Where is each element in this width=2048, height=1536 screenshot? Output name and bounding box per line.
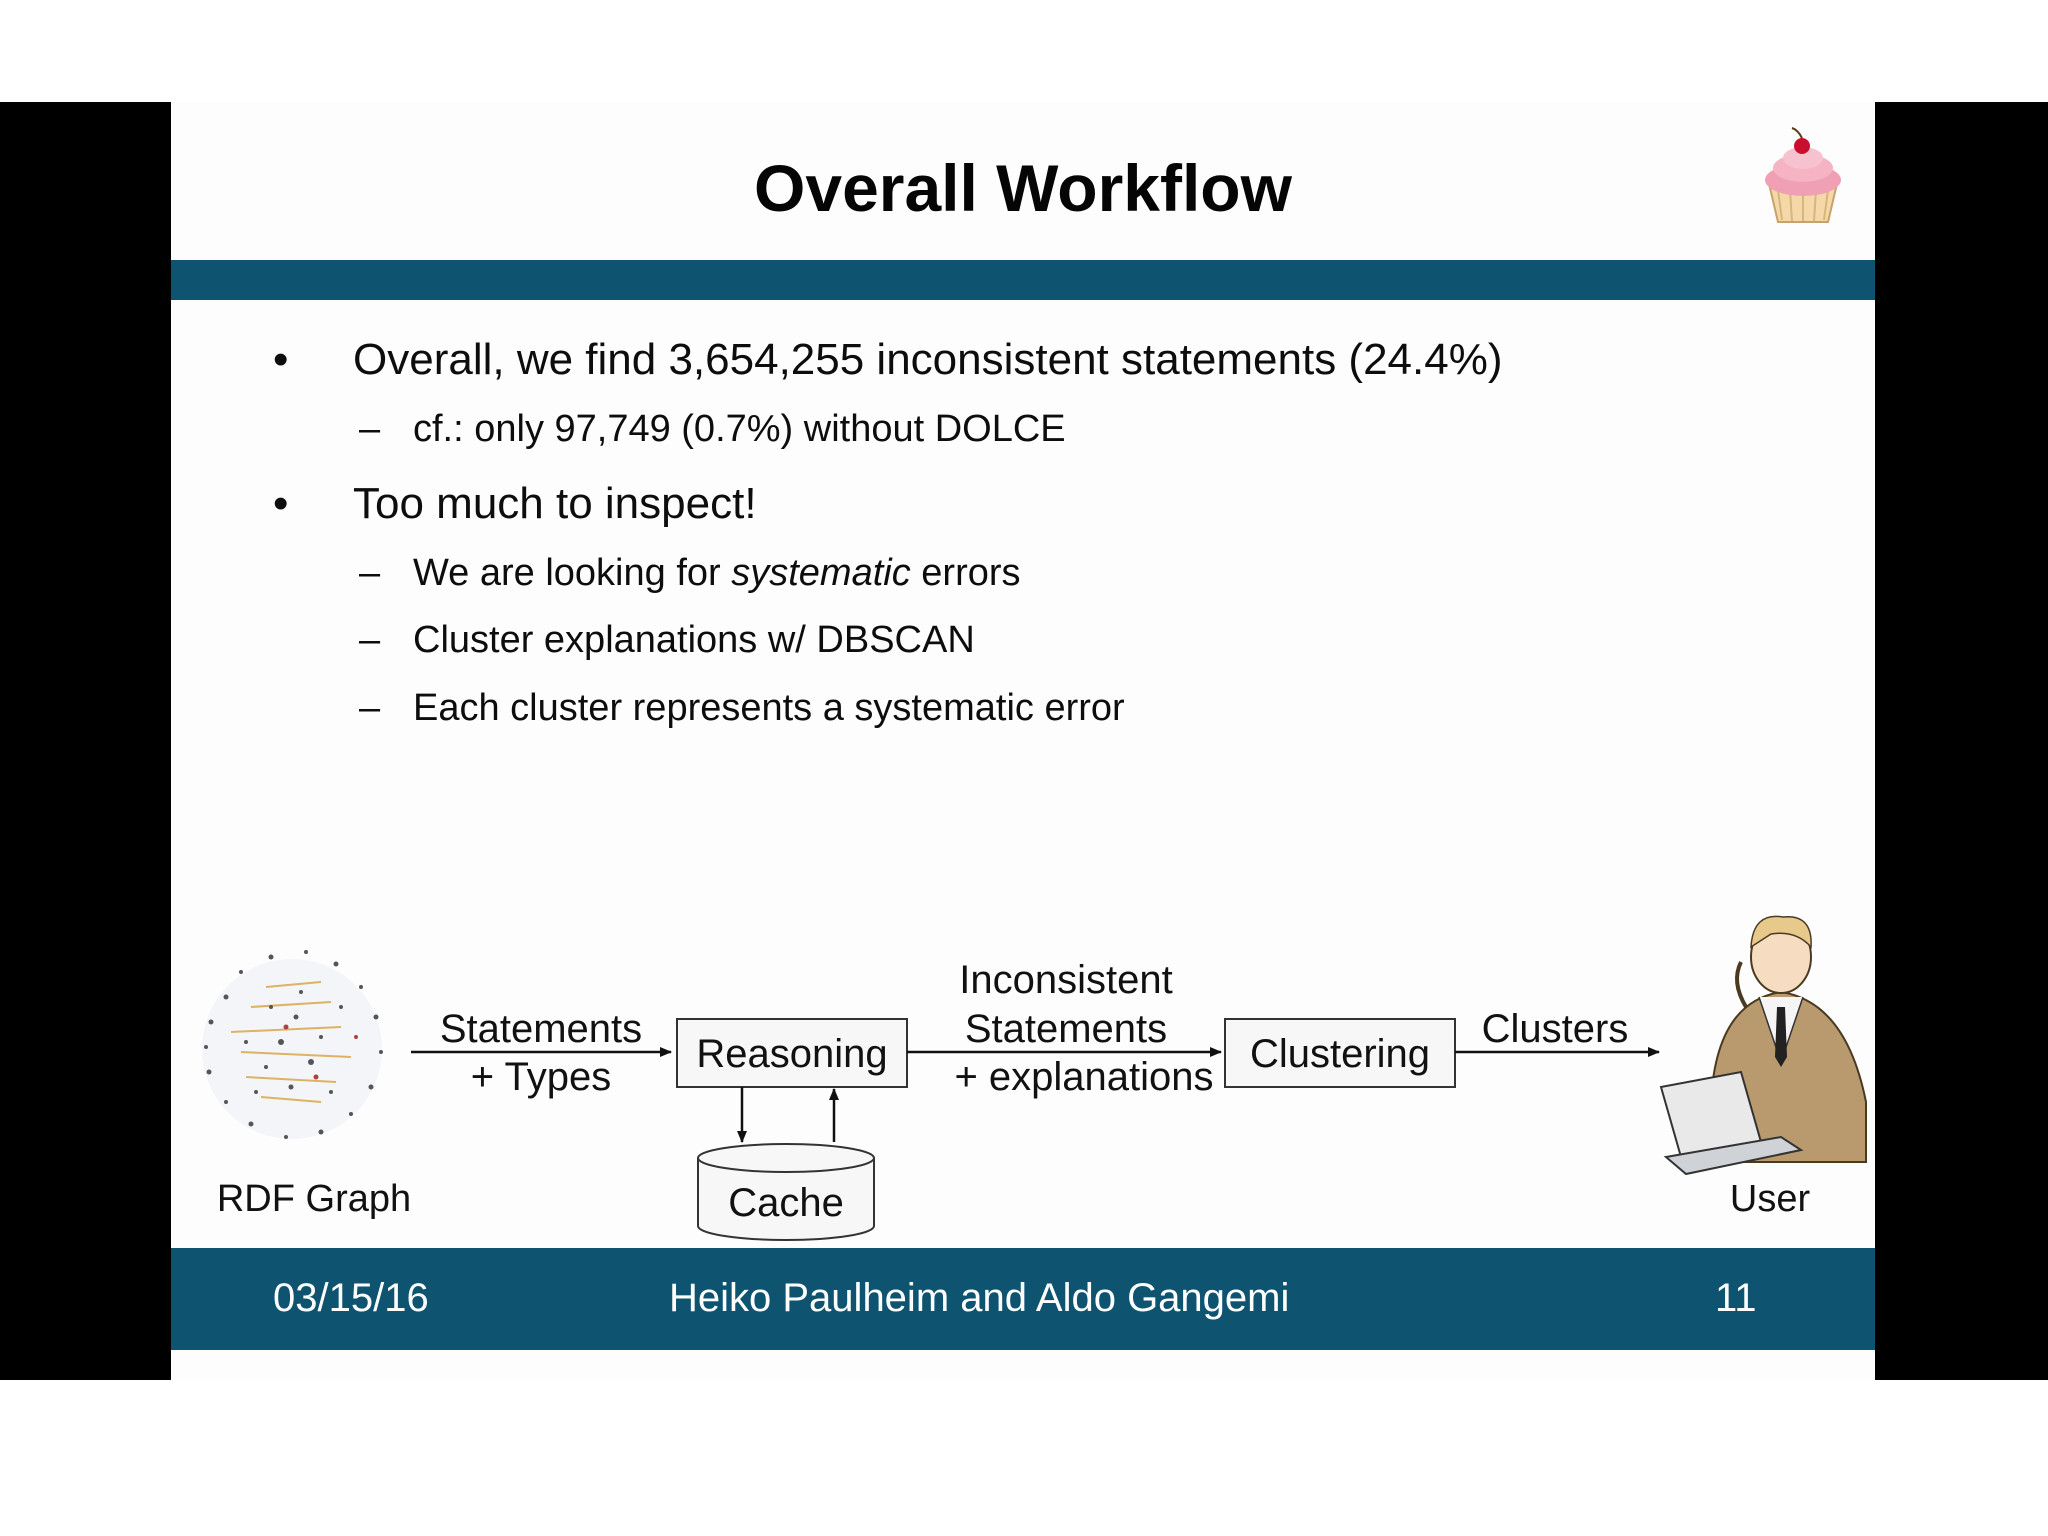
emphasis-text: systematic	[731, 552, 911, 594]
edge-label: Statements	[964, 1007, 1168, 1051]
sub-bullet-glyph: –	[359, 408, 381, 450]
user-label: User	[1729, 1178, 1811, 1220]
sub-bullet-text: cf.: only 97,749 (0.7%) without DOLCE	[413, 408, 1066, 450]
bullet-text: Overall, we find 3,654,255 inconsistent statements (24.4%)	[353, 335, 1503, 384]
letterbox-right	[1875, 102, 2048, 1380]
edge-label: Inconsistent	[959, 958, 1173, 1002]
sub-bullet-text-end: errors	[910, 552, 1021, 594]
sub-bullet-text: Cluster explanations w/ DBSCAN	[413, 619, 975, 661]
edge-label: Statements	[439, 1007, 643, 1051]
bullet-glyph: •	[273, 479, 289, 528]
clustering-label: Clustering	[1249, 1032, 1431, 1076]
footer-page-number: 11	[1715, 1276, 1757, 1320]
sub-bullet-glyph: –	[359, 552, 381, 594]
edge-label: Clusters	[1481, 1007, 1629, 1051]
rdf-graph-icon	[202, 950, 383, 1139]
bullet-text: Too much to inspect!	[353, 479, 757, 528]
cache-label: Cache	[728, 1181, 844, 1225]
sub-bullet-glyph: –	[359, 619, 381, 661]
footer-date: 03/15/16	[273, 1276, 429, 1320]
edge-label: + explanations	[954, 1055, 1214, 1099]
slide-title: Overall Workflow	[754, 151, 1292, 225]
sub-bullet-text-start: We are looking for	[413, 552, 732, 594]
footer-bar	[171, 1248, 1875, 1350]
edge-label: + Types	[470, 1055, 612, 1099]
rdf-graph-label: RDF Graph	[216, 1178, 412, 1220]
letterbox-left	[0, 102, 171, 1380]
sub-bullet-text: Each cluster represents a systematic error	[413, 687, 1125, 729]
bullet-glyph: •	[273, 335, 289, 384]
reasoning-label: Reasoning	[696, 1032, 888, 1076]
footer-authors: Heiko Paulheim and Aldo Gangemi	[669, 1276, 1290, 1320]
sub-bullet-glyph: –	[359, 687, 381, 729]
user-icon	[1661, 916, 1866, 1174]
workflow-diagram	[171, 102, 1875, 1380]
slide	[171, 102, 1875, 1380]
